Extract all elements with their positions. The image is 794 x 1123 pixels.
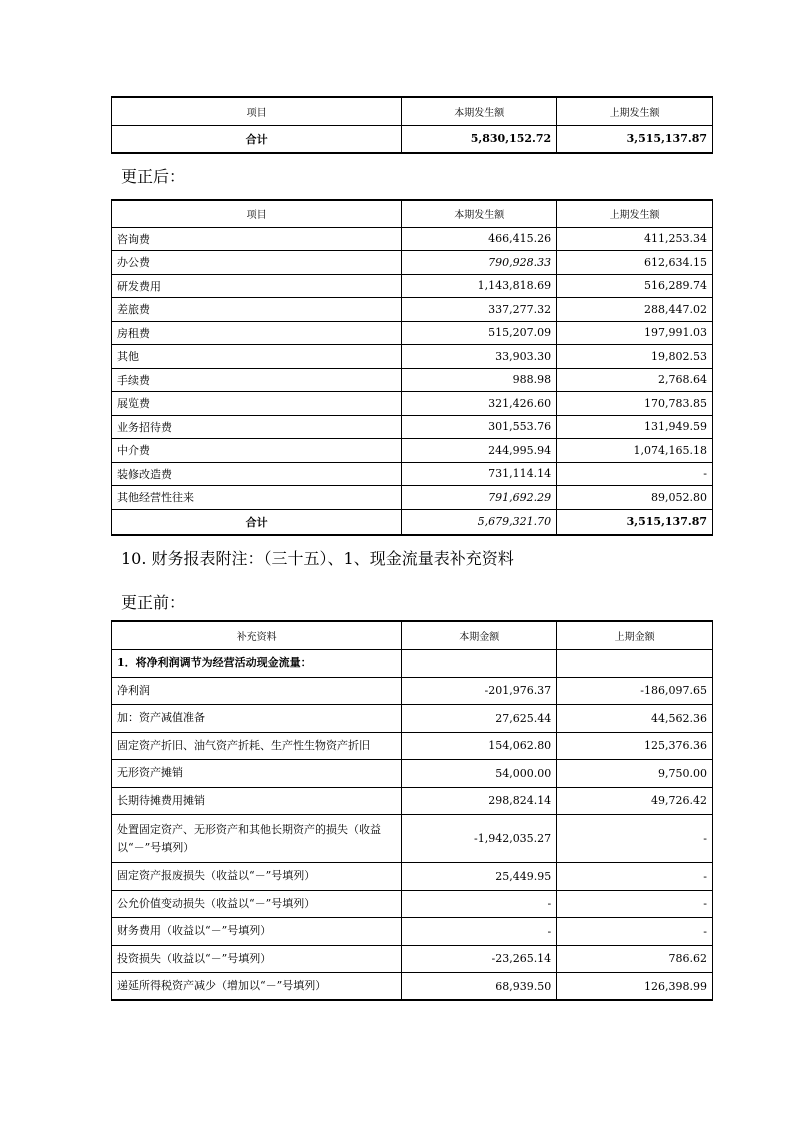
row-current: 337,277.32 bbox=[402, 298, 557, 322]
header-prior-amount: 上期金额 bbox=[557, 621, 713, 649]
heading-after-correction: 更正后： bbox=[121, 167, 186, 186]
table-row bbox=[112, 918, 713, 946]
row-current: 25,449.95 bbox=[402, 863, 557, 891]
table-row bbox=[112, 890, 713, 918]
total-label: 合计 bbox=[112, 125, 402, 153]
row-label: 加：资产减值准备 bbox=[112, 705, 402, 733]
row-current: 68,939.50 bbox=[402, 973, 557, 1001]
row-current: 54,000.00 bbox=[402, 760, 557, 788]
table-row bbox=[112, 274, 713, 298]
row-label: 业务招待费 bbox=[112, 415, 402, 439]
row-prior: 125,376.36 bbox=[557, 732, 713, 760]
header-item: 项目 bbox=[112, 97, 402, 125]
total-row bbox=[112, 125, 713, 153]
row-prior: 131,949.59 bbox=[557, 415, 713, 439]
row-label: 研发费用 bbox=[112, 274, 402, 298]
row-prior: 126,398.99 bbox=[557, 973, 713, 1001]
row-current: 298,824.14 bbox=[402, 787, 557, 815]
header-supplement: 补充资料 bbox=[112, 621, 402, 649]
total-row bbox=[112, 509, 713, 535]
section-heading: 10. 财务报表附注：（三十五）、1、现金流量表补充资料 bbox=[121, 549, 514, 568]
table-row bbox=[112, 815, 713, 863]
row-current: -1,942,035.27 bbox=[402, 815, 557, 863]
row-prior: -186,097.65 bbox=[557, 677, 713, 705]
row-label: 中介费 bbox=[112, 439, 402, 463]
total-current: 5,679,321.70 bbox=[402, 509, 557, 535]
table-header-row bbox=[112, 200, 713, 227]
row-prior: 49,726.42 bbox=[557, 787, 713, 815]
header-current-period: 本期发生额 bbox=[402, 97, 557, 125]
table-row bbox=[112, 227, 713, 251]
row-prior: 1,074,165.18 bbox=[557, 439, 713, 463]
row-label: 固定资产报废损失（收益以“－”号填列） bbox=[112, 863, 402, 891]
row-current: 301,553.76 bbox=[402, 415, 557, 439]
row-label: 处置固定资产、无形资产和其他长期资产的损失（收益以“－”号填列） bbox=[112, 815, 402, 863]
table-row bbox=[112, 251, 713, 275]
row-prior: 411,253.34 bbox=[557, 227, 713, 251]
row-label: 无形资产摊销 bbox=[112, 760, 402, 788]
row-label: 房租费 bbox=[112, 321, 402, 345]
row-label: 展览费 bbox=[112, 392, 402, 416]
heading-before-correction: 更正前： bbox=[121, 593, 186, 612]
total-current: 5,830,152.72 bbox=[402, 125, 557, 153]
table-row bbox=[112, 760, 713, 788]
row-current: 466,415.26 bbox=[402, 227, 557, 251]
table-row bbox=[112, 321, 713, 345]
section-title: 1．将净利润调节为经营活动现金流量： bbox=[112, 649, 402, 677]
row-label: 办公费 bbox=[112, 251, 402, 275]
table-row bbox=[112, 486, 713, 510]
row-prior: - bbox=[557, 918, 713, 946]
empty-cell bbox=[402, 649, 557, 677]
row-current: 1,143,818.69 bbox=[402, 274, 557, 298]
row-label: 固定资产折旧、油气资产折耗、生产性生物资产折旧 bbox=[112, 732, 402, 760]
table-row bbox=[112, 863, 713, 891]
header-item: 项目 bbox=[112, 200, 402, 227]
row-prior: 516,289.74 bbox=[557, 274, 713, 298]
row-label: 手续费 bbox=[112, 368, 402, 392]
total-label: 合计 bbox=[112, 509, 402, 535]
table-row bbox=[112, 415, 713, 439]
row-current: - bbox=[402, 890, 557, 918]
row-prior: 19,802.53 bbox=[557, 345, 713, 369]
expense-table-before bbox=[111, 96, 713, 154]
row-prior: - bbox=[557, 462, 713, 486]
table-row bbox=[112, 945, 713, 973]
row-current: 790,928.33 bbox=[402, 251, 557, 275]
header-prior-period: 上期发生额 bbox=[557, 97, 713, 125]
table-row bbox=[112, 345, 713, 369]
cash-flow-supplement-table bbox=[111, 620, 713, 1001]
row-current: -201,976.37 bbox=[402, 677, 557, 705]
row-current: 244,995.94 bbox=[402, 439, 557, 463]
row-prior: 197,991.03 bbox=[557, 321, 713, 345]
row-current: 791,692.29 bbox=[402, 486, 557, 510]
section-title-row bbox=[112, 649, 713, 677]
header-current-period: 本期发生额 bbox=[402, 200, 557, 227]
table-row bbox=[112, 705, 713, 733]
table-row bbox=[112, 298, 713, 322]
row-prior: 2,768.64 bbox=[557, 368, 713, 392]
row-current: 33,903.30 bbox=[402, 345, 557, 369]
table-row bbox=[112, 973, 713, 1001]
row-label: 递延所得税资产减少（增加以“－”号填列） bbox=[112, 973, 402, 1001]
row-label: 投资损失（收益以“－”号填列） bbox=[112, 945, 402, 973]
total-prior: 3,515,137.87 bbox=[557, 509, 713, 535]
table-row bbox=[112, 439, 713, 463]
table-row bbox=[112, 732, 713, 760]
header-current-amount: 本期金额 bbox=[402, 621, 557, 649]
row-current: 321,426.60 bbox=[402, 392, 557, 416]
table-row bbox=[112, 462, 713, 486]
row-label: 长期待摊费用摊销 bbox=[112, 787, 402, 815]
row-current: 27,625.44 bbox=[402, 705, 557, 733]
header-prior-period: 上期发生额 bbox=[557, 200, 713, 227]
row-current: 515,207.09 bbox=[402, 321, 557, 345]
row-label: 其他 bbox=[112, 345, 402, 369]
row-prior: 786.62 bbox=[557, 945, 713, 973]
row-label: 咨询费 bbox=[112, 227, 402, 251]
row-label: 净利润 bbox=[112, 677, 402, 705]
row-label: 其他经营性往来 bbox=[112, 486, 402, 510]
row-prior: 89,052.80 bbox=[557, 486, 713, 510]
expense-table-after bbox=[111, 199, 713, 536]
row-label: 装修改造费 bbox=[112, 462, 402, 486]
table-row bbox=[112, 677, 713, 705]
empty-cell bbox=[557, 649, 713, 677]
row-label: 财务费用（收益以“－”号填列） bbox=[112, 918, 402, 946]
row-prior: 44,562.36 bbox=[557, 705, 713, 733]
row-prior: 9,750.00 bbox=[557, 760, 713, 788]
table-header-row bbox=[112, 621, 713, 649]
row-current: -23,265.14 bbox=[402, 945, 557, 973]
row-current: - bbox=[402, 918, 557, 946]
row-label: 差旅费 bbox=[112, 298, 402, 322]
row-prior: 288,447.02 bbox=[557, 298, 713, 322]
table-header-row bbox=[112, 97, 713, 125]
row-current: 154,062.80 bbox=[402, 732, 557, 760]
row-prior: 170,783.85 bbox=[557, 392, 713, 416]
row-prior: - bbox=[557, 815, 713, 863]
row-current: 988.98 bbox=[402, 368, 557, 392]
row-label: 公允价值变动损失（收益以“－”号填列） bbox=[112, 890, 402, 918]
total-prior: 3,515,137.87 bbox=[557, 125, 713, 153]
row-prior: - bbox=[557, 890, 713, 918]
row-prior: - bbox=[557, 863, 713, 891]
row-prior: 612,634.15 bbox=[557, 251, 713, 275]
row-current: 731,114.14 bbox=[402, 462, 557, 486]
table-row bbox=[112, 368, 713, 392]
table-row bbox=[112, 787, 713, 815]
table-row bbox=[112, 392, 713, 416]
